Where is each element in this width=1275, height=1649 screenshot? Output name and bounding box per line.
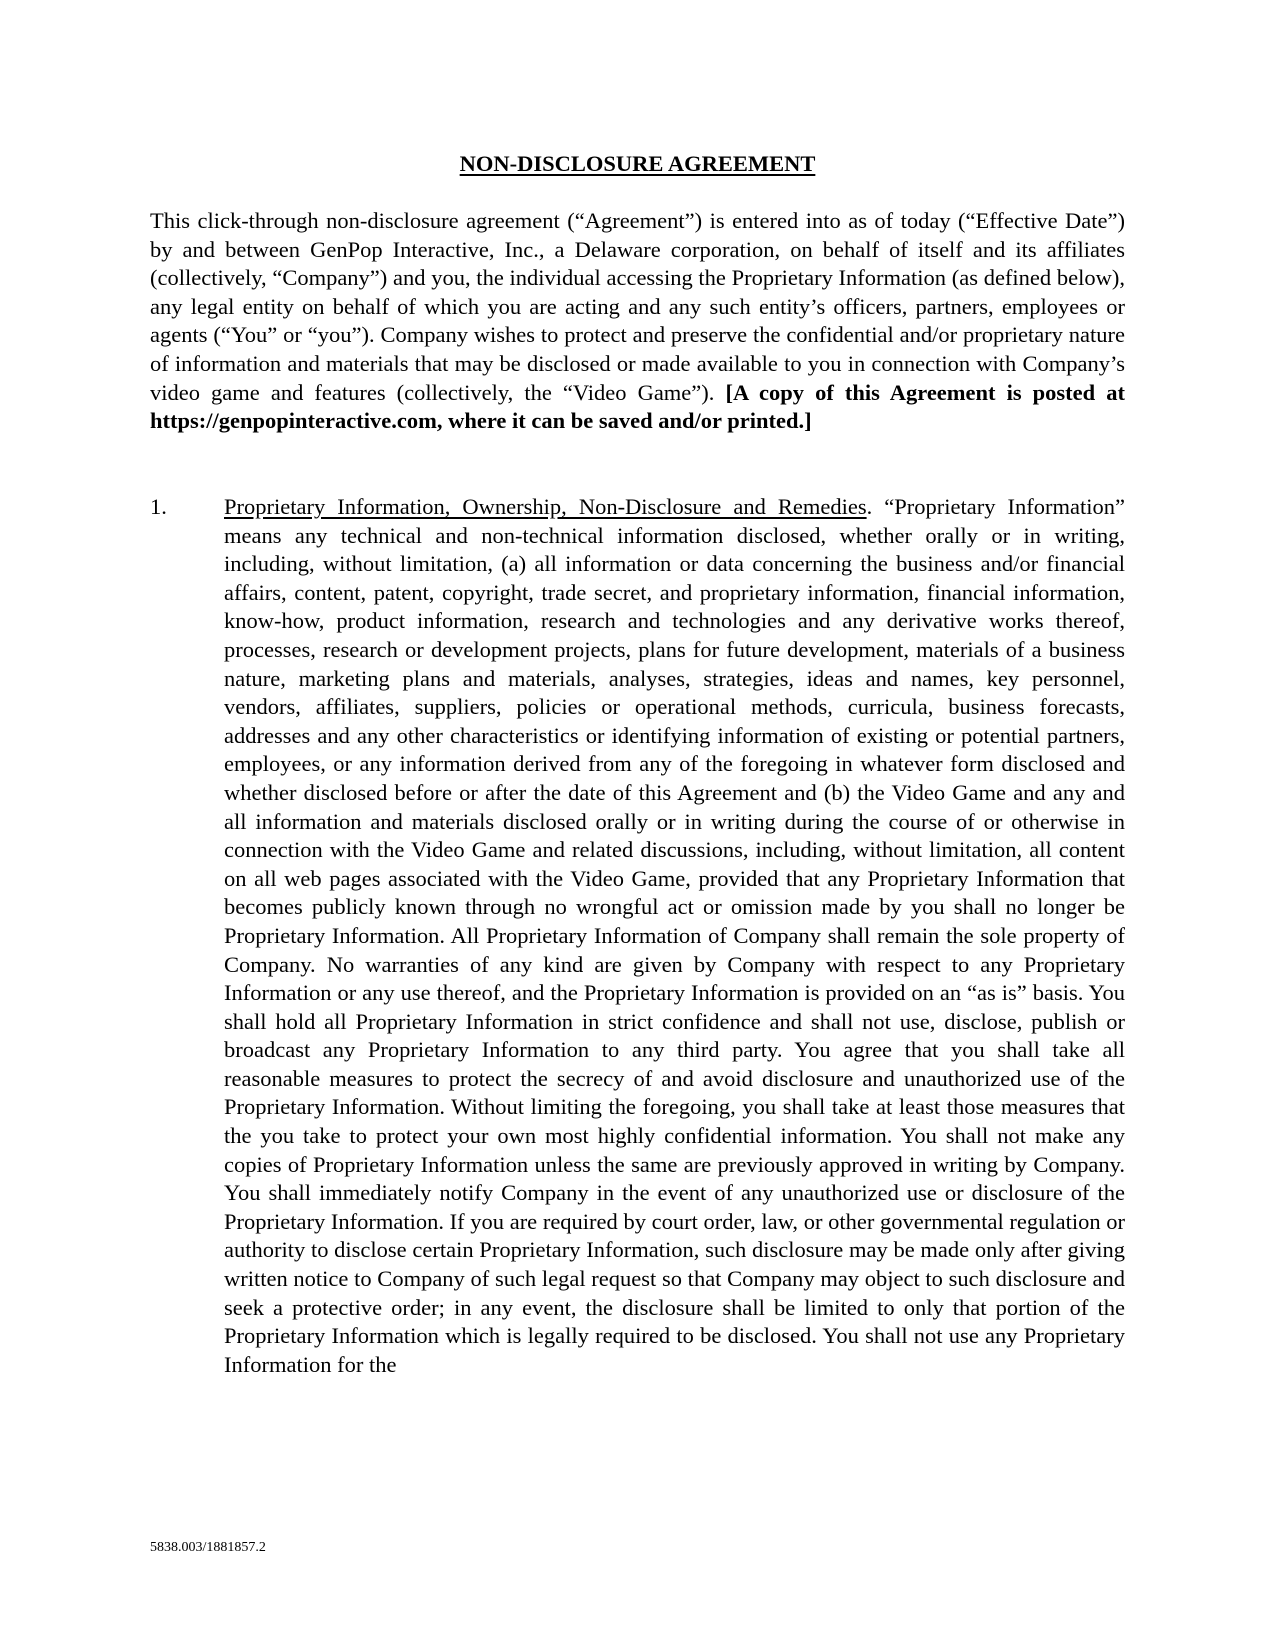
document-title: NON-DISCLOSURE AGREEMENT [459,151,816,176]
intro-text: This click-through non-disclosure agreement (“Agreement”) is entered into as of today (“Effective Date”) by and between GenPop Interactive, Inc., a Delaware corporation, on behalf of itself and its affiliates (collectively, “Company”) and you, the individual accessing the Proprietary Information (as defined below), any legal entity on behalf of which you are acting and any such entity’s officers, partners, employees or agents (“You” or “you”). Company wishes to protect and preserve the confidential and/or proprietary nature of information and materials that may be disclosed or made available to you in connection with Company’s video game and features (collectively, the “Video Game”). [150,208,1125,405]
section-text: “Proprietary Information” means any technical and non-technical information disclosed, whether orally or in writing, including, without limitation, (a) all information or data concerning the business and/or financial affairs, content, patent, copyright, trade secret, and proprietary information, financial information, know-how, product information, research and technologies and any derivative works thereof, processes, research or development projects, plans for future development, materials of a business nature, marketing plans and materials, analyses, strategies, ideas and names, key personnel, vendors, affiliates, suppliers, policies or operational methods, curricula, business forecasts, addresses and any other characteristics or identifying information of existing or potential partners, employees, or any information derived from any of the foregoing in whatever form disclosed and whether disclosed before or after the date of this Agreement and (b) the Video Game and any and all information and materials disclosed orally or in writing during the course of or otherwise in connection with the Video Game and related discussions, including, without limitation, all content on all web pages associated with the Video Game, provided that any Proprietary Information that becomes publicly known through no wrongful act or omission made by you shall no longer be Proprietary Information. All Proprietary Information of Company shall remain the sole property of Company. No warranties of any kind are given by Company with respect to any Proprietary Information or any use thereof, and the Proprietary Information is provided on an “as is” basis. You shall hold all Proprietary Information in strict confidence and shall not use, disclose, publish or broadcast any Proprietary Information to any third party. You agree that you shall take all reasonable measures to protect the secrecy of and avoid disclosure and unauthorized use of the Proprietary Information. Without limiting the foregoing, you shall take at least those measures that the you take to protect your own most highly confidential information. You shall not make any copies of Proprietary Information unless the same are previously approved in writing by Company. You shall immediately notify Company in the event of any unauthorized use or disclosure of the Proprietary Information. If you are required by court order, law, or other governmental regulation or authority to disclose certain Proprietary Information, such disclosure may be made only after giving written notice to Company of such legal request so that Company may object to such disclosure and seek a protective order; in any event, the disclosure shall be limited to only that portion of the Proprietary Information which is legally required to be disclosed. You shall not use any Proprietary Information for the [224,494,1125,1377]
section-heading: Proprietary Information, Ownership, Non-Disclosure and Remedies [224,494,867,519]
section-body [224,493,1125,1379]
document-footer-id: 5838.003/1881857.2 [150,1540,266,1555]
intro-paragraph [150,207,1125,436]
section-heading-suffix: . [866,494,873,519]
section-number: 1. [150,494,167,519]
intro-bold-notice: [A copy of this Agreement is posted at https://genpopinteractive.com, where it can be saved and/or printed.] [150,379,1125,434]
section-1 [150,493,1125,1379]
